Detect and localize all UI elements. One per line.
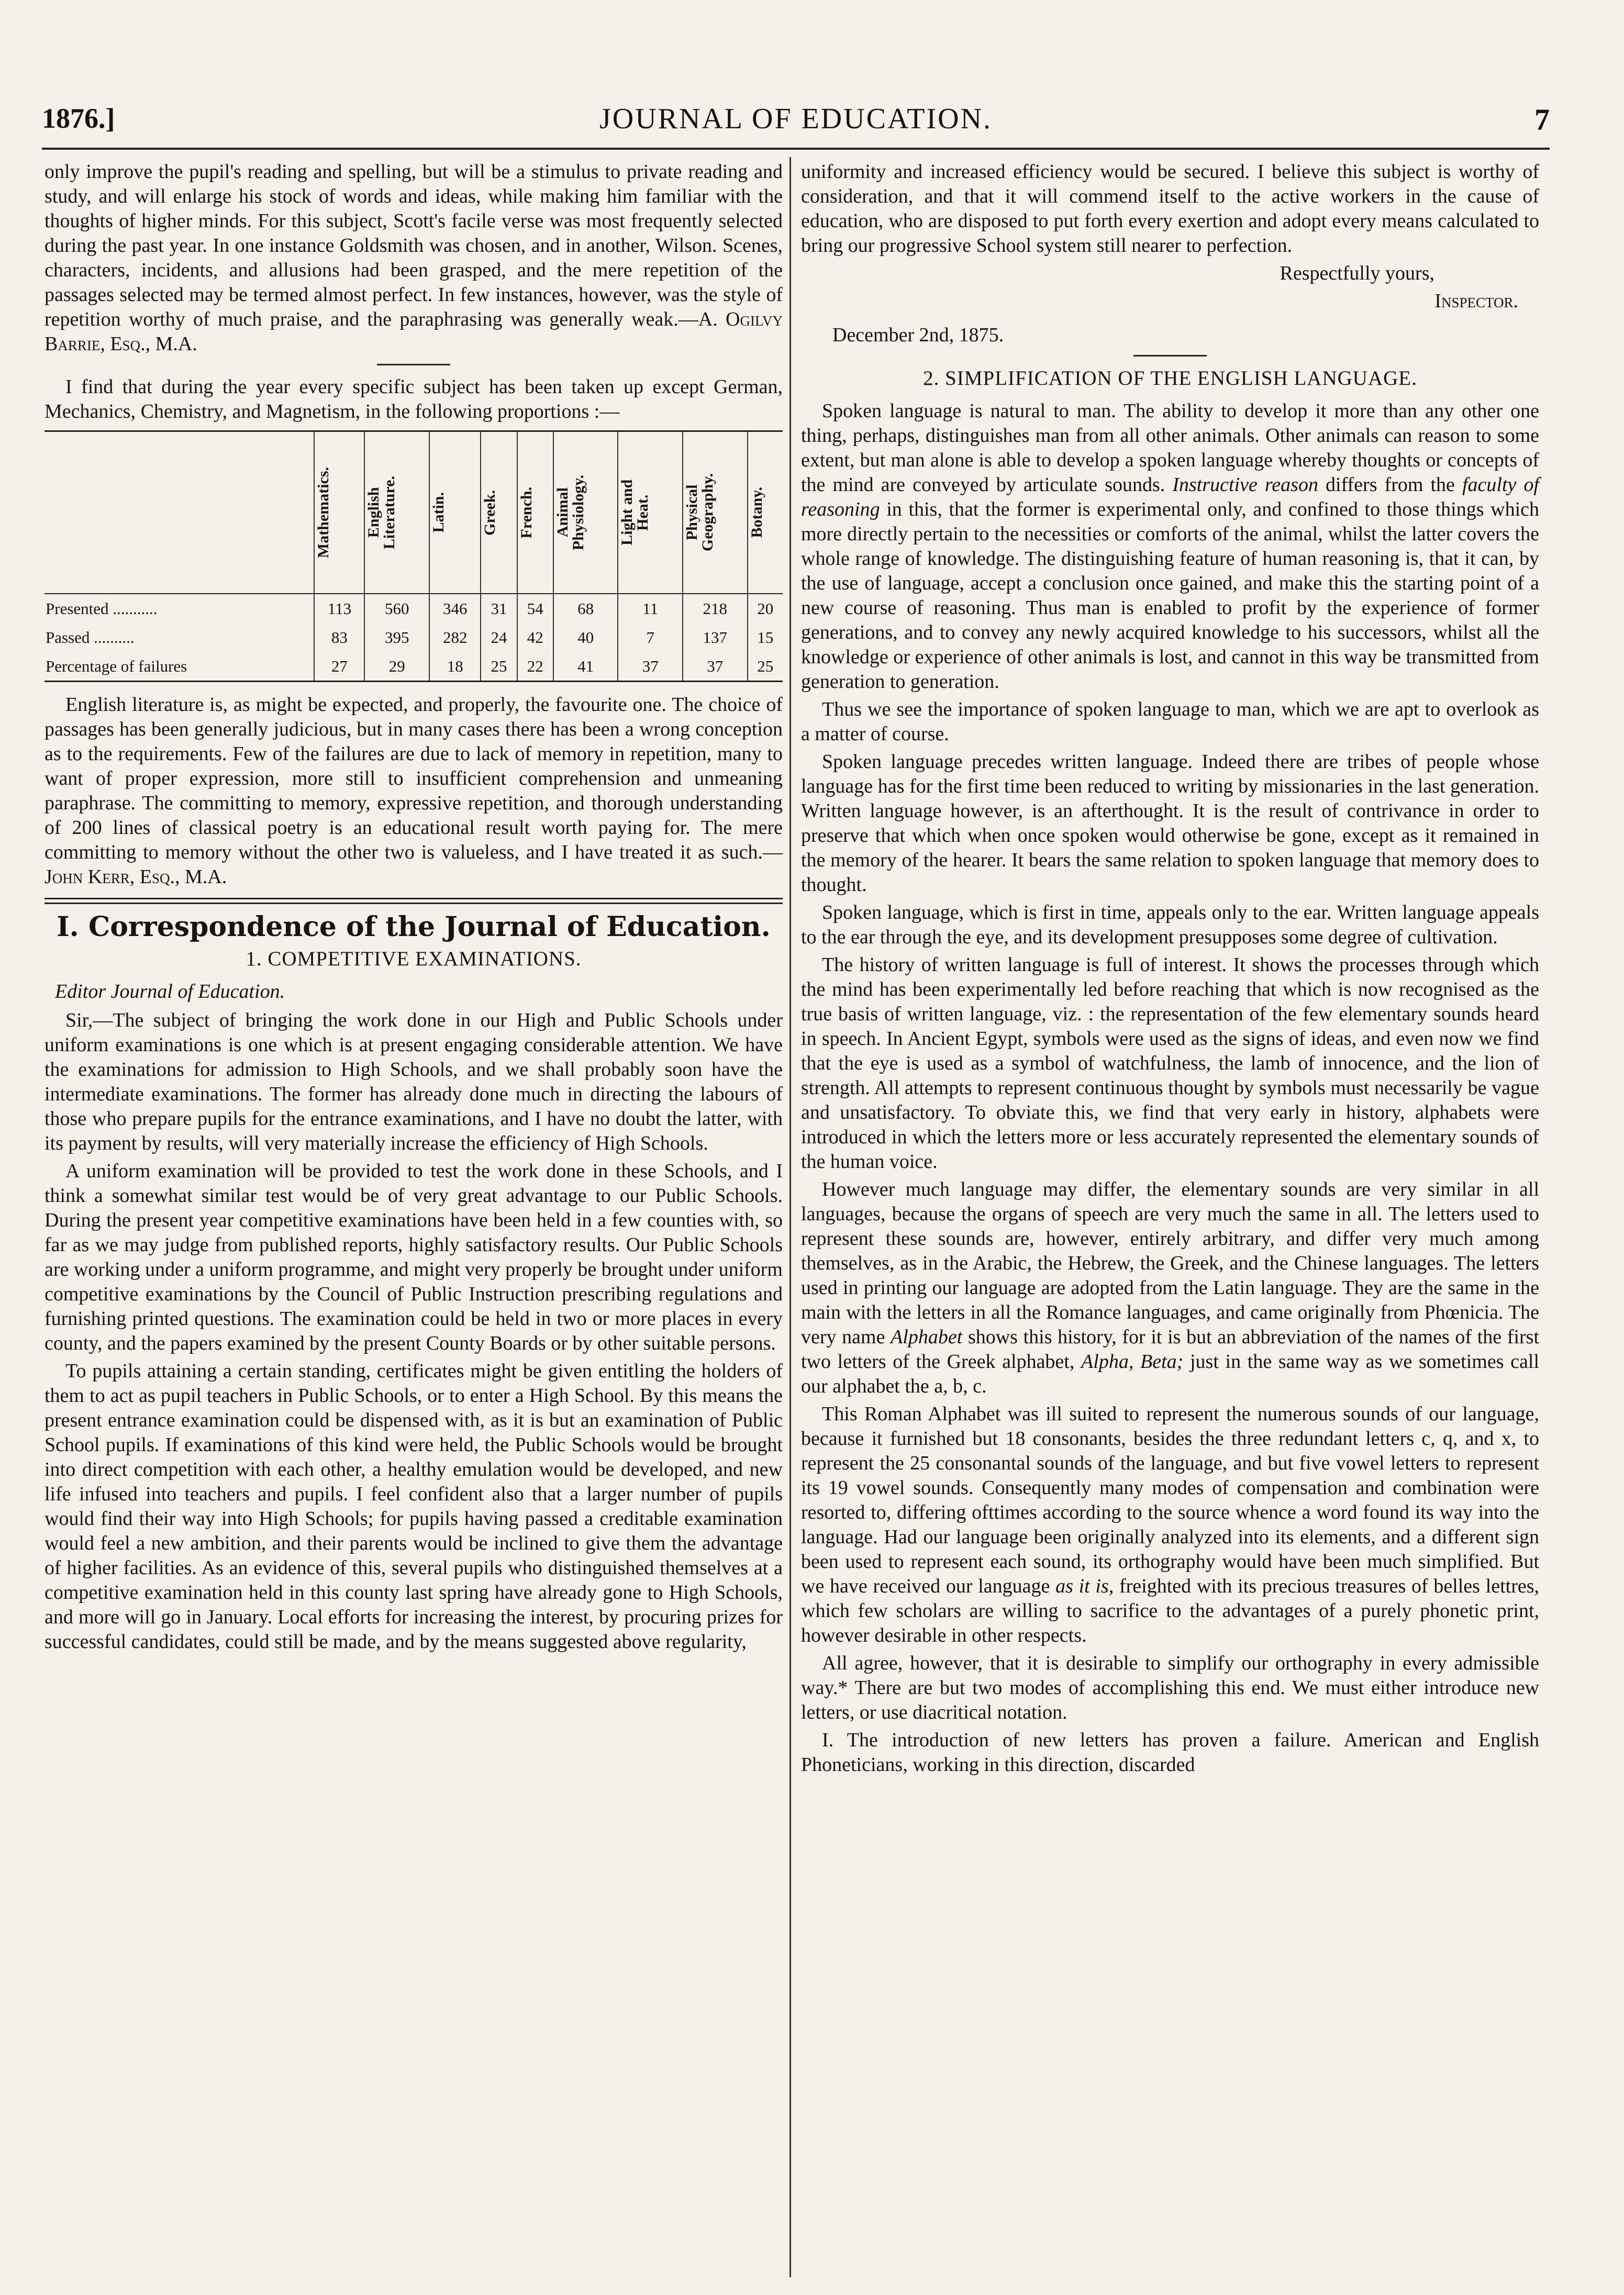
- row-label: Presented ...........: [46, 599, 158, 618]
- table-cell: 31: [481, 594, 517, 623]
- table-cell: 22: [517, 652, 553, 682]
- table-cell: 25: [748, 652, 783, 682]
- header-year: 1876.]: [42, 103, 115, 134]
- column-header: Greek.: [481, 489, 499, 536]
- paragraph: only improve the pupil's reading and spelling, but will be a stimulus to private reading and study, and will enlarge his stock of words and ideas, while making him familiar with the thoughts of higher minds. For this subject, Scott's facile verse was most frequently selected during the past year. In one instance Goldsmith was chosen, and in another, Wilson. Scenes, characters, incidents, and allusions had been grasped, and the mere repetition of the passages selected may be termed almost perfect. In few instances, however, was the style of repetition worthy of much praise, and the paraphrasing was generally weak.—A. Ogilvy Barrie, Esq., M.A.: [45, 161, 783, 355]
- paragraph: Spoken language precedes written language. Indeed there are tribes of people whose language has for the first time been reduced to writing by missionaries in the last generation. Written language however, is an afterthought. It is the result of contrivance in order to preserve that which when once spoken would otherwise be gone, except as it remained in the memory of the hearer. It bears the same relation to spoken language that memory does to thought.: [801, 751, 1539, 896]
- table-cell: 40: [553, 623, 618, 652]
- paragraph: English literature is, as might be expected, and properly, the favourite one. The choice of passages has been generally judicious, but in many cases there has been a wrong conception as to the requirements. Few of the failures are due to lack of memory in repetition, many to want of proper expression, more still to insufficient comprehension and unmeaning paraphrase. The committing to memory, expressive repetition, and thorough understanding of 200 lines of classical poetry is an educational result worth paying for. The mere committing to memory without the other two is valueless, and I have treated it as such.—John Kerr, Esq., M.A.: [45, 694, 783, 888]
- table-cell: 15: [748, 623, 783, 652]
- table-cell: 29: [364, 652, 429, 682]
- table-cell: 282: [429, 623, 481, 652]
- paragraph: The history of written language is full of interest. It shows the processes through which the mind has been experimentally led before reaching that which is now recognised as the true basis of written language, viz. : the representation of the few elementary sounds heard in speech. In Ancient Egypt, symbols were used as the signs of ideas, and even now we find that the eye is used as a symbol of watchfulness, the lamb of innocence, and the lion of strength. All attempts to represent continuous thought by symbols must necessarily be vague and unsatisfactory. To obviate this, we find that very early in history, alphabets were introduced in which the letters more or less accurately represented the elementary sounds of the human voice.: [801, 954, 1539, 1173]
- author-name: A. Ogilvy Barrie, Esq., M.A.: [45, 308, 783, 355]
- column-divider: [789, 157, 791, 2277]
- table-header-blank: [45, 431, 314, 594]
- table-cell: 218: [683, 594, 748, 623]
- table-cell: 54: [517, 594, 553, 623]
- table-cell: 11: [618, 594, 683, 623]
- paragraph: To pupils attaining a certain standing, certificates might be given entitling the holders of them to act as pupil teachers in Public Schools, or to enter a High School. By this means the present entrance examination could be dispensed with, as it is but an examination of Public School pupils. If examinations of this kind were held, the Public Schools would be brought into direct competition with each other, a healthy emulation would be developed, and new life infused into teachers and pupils. I feel confident also that a larger number of pupils would find their way into High Schools; for pupils having passed a creditable examination would feel a new ambition, and their parents would be inclined to give them the advantage of higher facilities. As an evidence of this, several pupils who distinguished themselves at a competitive examination held in this county last spring have already gone to High Schools, and more will go in January. Local efforts for increasing the interest, by procuring prizes for successful candidates, could still be made, and by the means suggested above regularity,: [45, 1360, 783, 1653]
- author-name: John Kerr, Esq., M.A.: [45, 866, 227, 888]
- paragraph: uniformity and increased efficiency would be secured. I believe this subject is worthy of consideration, and that it will commend itself to the active workers in the cause of education, who are disposed to put forth every exertion and adopt every means calculated to bring our progressive School system still nearer to perfection.: [801, 161, 1539, 257]
- table-cell: 37: [683, 652, 748, 682]
- table-cell: 137: [683, 623, 748, 652]
- table-row: [45, 623, 783, 652]
- table-header-row: [45, 431, 783, 594]
- paragraph: Sir,—The subject of bringing the work done in our High and Public Schools under uniform examinations is one which is at present engaging considerable attention. We have the examinations for admission to High Schools, and we shall probably soon have the intermediate examinations. The former has already done much in directing the labours of those who prepare pupils for the entrance examinations, and I have no doubt the latter, with its payment by results, will very materially increase the efficiency of High Schools.: [45, 1009, 783, 1154]
- table-cell: 560: [364, 594, 429, 623]
- header-rule: [42, 148, 1550, 150]
- paragraph: Spoken language, which is first in time, appeals only to the ear. Written language appeals to the ear through the eye, and its development presupposes some degree of cultivation.: [801, 901, 1539, 948]
- column-header: Latin.: [430, 492, 448, 533]
- table-row: [45, 652, 783, 682]
- column-header: Light and Heat.: [618, 480, 652, 545]
- article-heading: 1. COMPETITIVE EXAMINATIONS.: [246, 948, 582, 970]
- column-header: French.: [517, 486, 535, 539]
- closing: Respectfully yours,: [1280, 262, 1434, 284]
- paragraph: All agree, however, that it is desirable to simplify our orthography in every admissible way.* There are but two modes of accomplishing this end. We must either introduce new letters, or use diacritical notation.: [801, 1652, 1539, 1723]
- paragraph: However much language may differ, the elementary sounds are very similar in all languages, because the organs of speech are very much the same in all. The letters used to represent these sounds are, however, entirely arbitrary, and differ very much among themselves, as in the Arabic, the Hebrew, the Greek, and the Chinese languages. The letters used in printing our language are adopted from the Latin language. They are the same in the main with the letters in all the Romance languages, and came originally from Phœnicia. The very name Alphabet shows this history, for it is but an abbreviation of the names of the first two letters of the Greek alphabet, Alpha, Beta; just in the same way as we sometimes call our alphabet the a, b, c.: [801, 1178, 1540, 1397]
- left-column: [45, 160, 783, 1657]
- table-cell: 27: [314, 652, 364, 682]
- table-cell: 20: [748, 594, 783, 623]
- article-heading: 2. SIMPLIFICATION OF THE ENGLISH LANGUAGE.: [923, 367, 1417, 389]
- table-cell: 395: [364, 623, 429, 652]
- section-title: I. Correspondence of the Journal of Education.: [57, 911, 771, 943]
- page-number: 7: [1534, 103, 1550, 137]
- paragraph: Spoken language is natural to man. The ability to develop it more than any other one thing, perhaps, distinguishes man from all other animals. Other animals can reason to some extent, but man alone is able to develop a spoken language whereby thoughts or concepts of the mind are conveyed by articulate sounds. Instructive reason differs from the faculty of reasoning in this, that the former is experimental only, and confined to those things which more directly pertain to the necessities or comforts of the animal, whilst the latter covers the whole range of knowledge. The distinguishing feature of human reasoning is, that it can, by the use of language, accept a conclusion once gained, and make this the starting point of a new course of reasoning. Thus man is enabled to profit by the experience of former generations, and to convey any newly acquired knowledge to his successors, whilst all the knowledge or experience of other animals is lost, and cannot in this way be transmitted from generation to generation.: [801, 400, 1539, 693]
- separator-rule: [1133, 355, 1207, 356]
- row-label: Percentage of failures: [45, 652, 314, 682]
- journal-title: JOURNAL OF EDUCATION.: [599, 103, 993, 135]
- column-header: Animal Physiology.: [553, 474, 587, 551]
- table-cell: 42: [517, 623, 553, 652]
- subject-statistics-table: [45, 430, 783, 682]
- column-header: Botany.: [748, 487, 765, 538]
- page-header: [42, 102, 1550, 144]
- row-label: Passed ..........: [46, 628, 135, 647]
- paragraph: I. The introduction of new letters has proven a failure. American and English Phoneticians, working in this direction, discarded: [801, 1729, 1539, 1776]
- table-cell: 18: [429, 652, 481, 682]
- column-header: Mathematics.: [315, 466, 332, 559]
- paragraph: I find that during the year every specific subject has been taken up except German, Mechanics, Chemistry, and Magnetism, in the following proportions :—: [45, 376, 783, 422]
- column-header: English Literature.: [365, 475, 398, 550]
- table-cell: 83: [314, 623, 364, 652]
- section-rule: [45, 898, 783, 904]
- column-header: Physical Geography.: [683, 473, 716, 552]
- right-column: [801, 160, 1539, 1780]
- table-cell: 346: [429, 594, 481, 623]
- paragraph: Thus we see the importance of spoken language to man, which we are apt to overlook as a matter of course.: [801, 698, 1539, 745]
- salutation-editor: Editor Journal of Education.: [55, 981, 285, 1002]
- table-cell: 7: [618, 623, 683, 652]
- signature: Inspector.: [1434, 290, 1518, 312]
- letter-date: December 2nd, 1875.: [832, 324, 1004, 346]
- separator-rule: [377, 364, 450, 365]
- table-cell: 41: [553, 652, 618, 682]
- paragraph: A uniform examination will be provided to test the work done in these Schools, and I think a somewhat similar test would be of very great advantage to our Public Schools. During the present year competitive examinations have been held in a few counties with, so far as we may judge from published reports, highly satisfactory results. Our Public Schools are working under a uniform programme, and might very properly be brought under uniform competitive examinations by the Council of Public Instruction prescribing regulations and furnishing printed questions. The examination could be held in two or more places in every county, and the papers examined by the present County Boards or by other suitable persons.: [45, 1160, 783, 1354]
- table-cell: 25: [481, 652, 517, 682]
- table-cell: 113: [314, 594, 364, 623]
- table-cell: 68: [553, 594, 618, 623]
- table-cell: 24: [481, 623, 517, 652]
- table-row: [45, 594, 783, 623]
- table-cell: 37: [618, 652, 683, 682]
- paragraph: This Roman Alphabet was ill suited to represent the numerous sounds of our language, because it furnished but 18 consonants, besides the three redundant letters c, q, and x, to represent the 25 consonantal sounds of the language, and but five vowel letters to represent its 19 vowel sounds. Consequently many modes of compensation and combination were resorted to, differing ofttimes according to the source whence a word found its way into the language. Had our language been originally analyzed into its elements, and a different sign been used to represent each sound, its orthography would have been much simplified. But we have received our language as it is, freighted with its precious treasures of belles lettres, which few scholars are willing to sacrifice to the advantages of a purely phonetic print, however desirable in other respects.: [801, 1403, 1540, 1646]
